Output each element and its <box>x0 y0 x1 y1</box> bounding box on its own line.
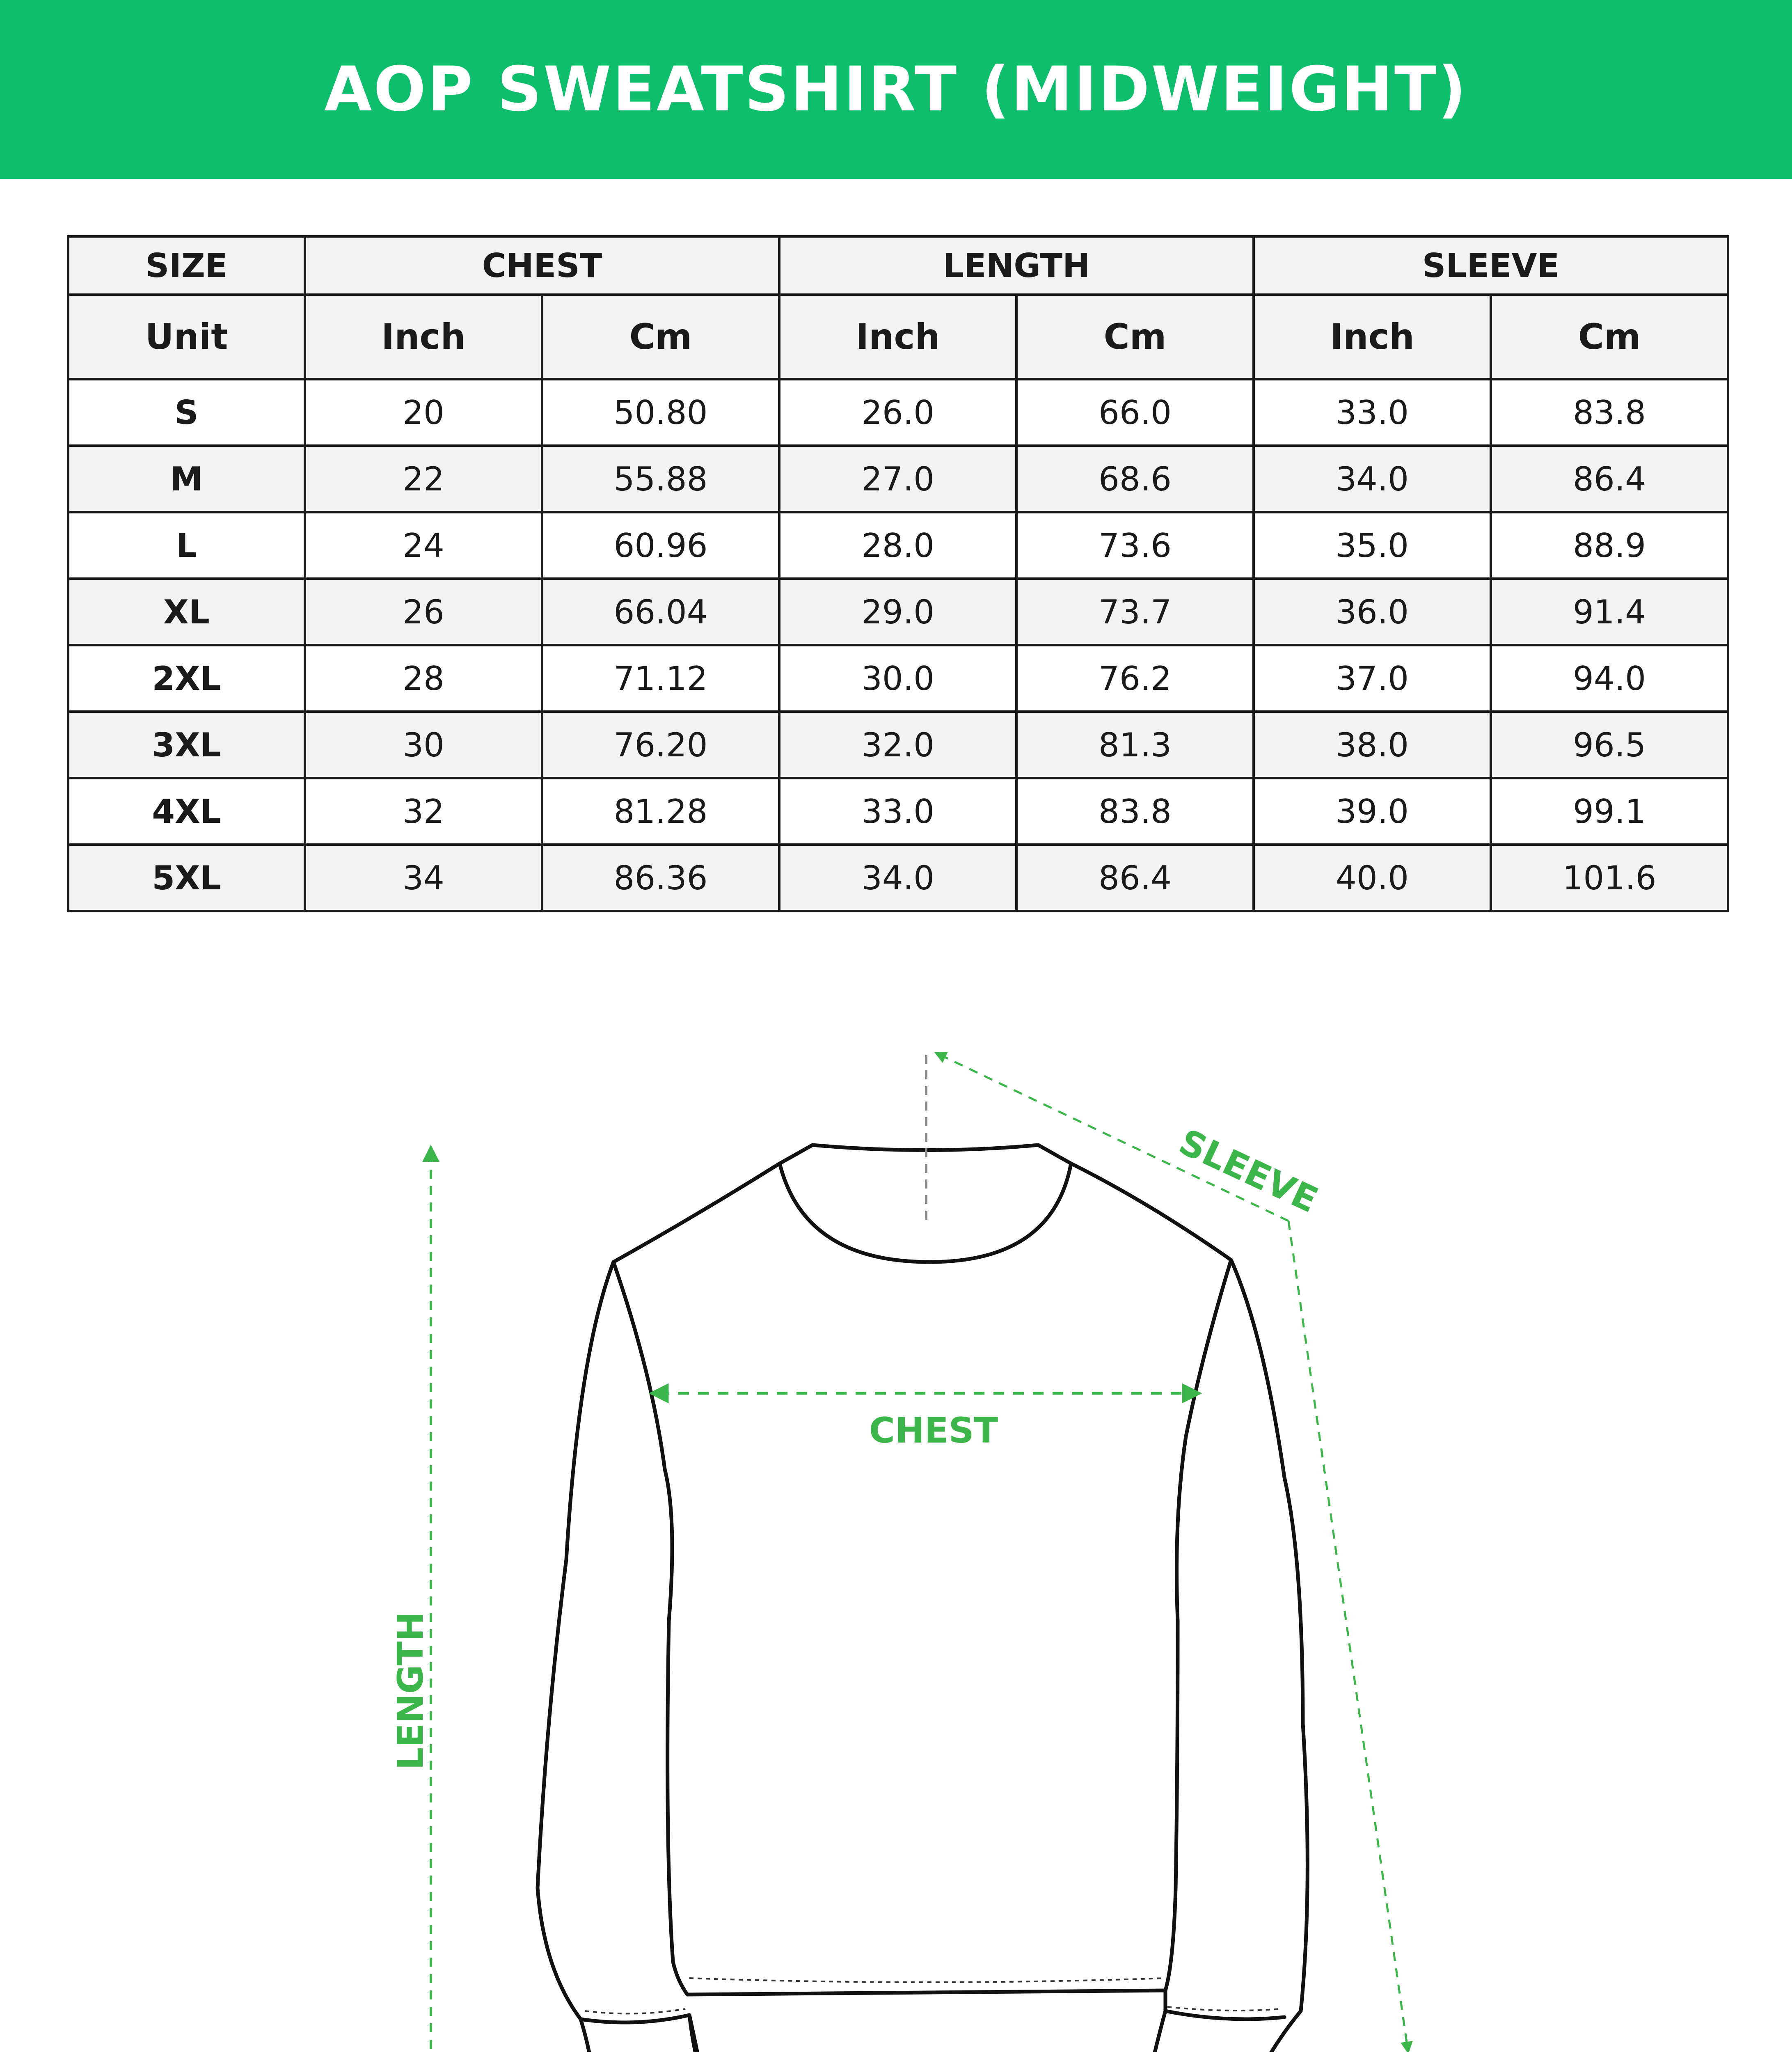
table-cell: 33.0 <box>779 778 1016 845</box>
table-cell: 28 <box>305 645 542 712</box>
size-cell: 5XL <box>68 845 305 911</box>
unit-label: Unit <box>68 295 305 379</box>
table-cell: 55.88 <box>542 446 779 512</box>
table-cell: 66.0 <box>1016 379 1254 446</box>
table-cell: 81.3 <box>1016 712 1254 778</box>
table-cell: 91.4 <box>1491 579 1728 645</box>
table-cell: 76.2 <box>1016 645 1254 712</box>
table-cell: 96.5 <box>1491 712 1728 778</box>
header-size: SIZE <box>68 236 305 295</box>
table-cell: 34.0 <box>1254 446 1491 512</box>
table-cell: 20 <box>305 379 542 446</box>
size-cell: M <box>68 446 305 512</box>
table-cell: 22 <box>305 446 542 512</box>
table-cell: 34 <box>305 845 542 911</box>
table-cell: 38.0 <box>1254 712 1491 778</box>
table-cell: 66.04 <box>542 579 779 645</box>
page-title: AOP SWEATSHIRT (MIDWEIGHT) <box>324 54 1468 125</box>
sleeve-cm-header: Cm <box>1491 295 1728 379</box>
size-cell: 3XL <box>68 712 305 778</box>
table-cell: 73.6 <box>1016 512 1254 579</box>
length-cm-header: Cm <box>1016 295 1254 379</box>
table-cell: 30 <box>305 712 542 778</box>
chest-inch-header: Inch <box>305 295 542 379</box>
sweatshirt-outline <box>538 1145 1307 2052</box>
size-cell: S <box>68 379 305 446</box>
table-cell: 26.0 <box>779 379 1016 446</box>
table-cell: 88.9 <box>1491 512 1728 579</box>
length-inch-header: Inch <box>779 295 1016 379</box>
table-cell: 99.1 <box>1491 778 1728 845</box>
table-cell: 60.96 <box>542 512 779 579</box>
table-cell: 26 <box>305 579 542 645</box>
table-cell: 35.0 <box>1254 512 1491 579</box>
table-cell: 40.0 <box>1254 845 1491 911</box>
size-cell: 4XL <box>68 778 305 845</box>
table-cell: 71.12 <box>542 645 779 712</box>
table-cell: 33.0 <box>1254 379 1491 446</box>
sleeve-label: SLEEVE <box>1173 1121 1324 1221</box>
table-cell: 50.80 <box>542 379 779 446</box>
chest-label: CHEST <box>869 1410 998 1451</box>
table-cell: 30.0 <box>779 645 1016 712</box>
table-cell: 83.8 <box>1491 379 1728 446</box>
header-length: LENGTH <box>779 236 1254 295</box>
size-cell: L <box>68 512 305 579</box>
size-cell: XL <box>68 579 305 645</box>
table-cell: 94.0 <box>1491 645 1728 712</box>
table-cell: 86.4 <box>1016 845 1254 911</box>
table-cell: 34.0 <box>779 845 1016 911</box>
table-cell: 73.7 <box>1016 579 1254 645</box>
size-cell: 2XL <box>68 645 305 712</box>
table-cell: 83.8 <box>1016 778 1254 845</box>
table-cell: 27.0 <box>779 446 1016 512</box>
table-cell: 24 <box>305 512 542 579</box>
table-cell: 32.0 <box>779 712 1016 778</box>
sleeve-arrow-shoulder <box>940 1055 1289 1221</box>
table-cell: 86.36 <box>542 845 779 911</box>
header-sleeve: SLEEVE <box>1254 236 1728 295</box>
table-cell: 101.6 <box>1491 845 1728 911</box>
table-cell: 28.0 <box>779 512 1016 579</box>
length-label: LENGTH <box>390 1612 431 1770</box>
table-cell: 68.6 <box>1016 446 1254 512</box>
table-cell: 29.0 <box>779 579 1016 645</box>
table-cell: 39.0 <box>1254 778 1491 845</box>
table-cell: 76.20 <box>542 712 779 778</box>
table-cell: 86.4 <box>1491 446 1728 512</box>
sleeve-inch-header: Inch <box>1254 295 1491 379</box>
table-cell: 81.28 <box>542 778 779 845</box>
table-cell: 36.0 <box>1254 579 1491 645</box>
header-chest: CHEST <box>305 236 779 295</box>
chest-cm-header: Cm <box>542 295 779 379</box>
table-cell: 32 <box>305 778 542 845</box>
table-cell: 37.0 <box>1254 645 1491 712</box>
